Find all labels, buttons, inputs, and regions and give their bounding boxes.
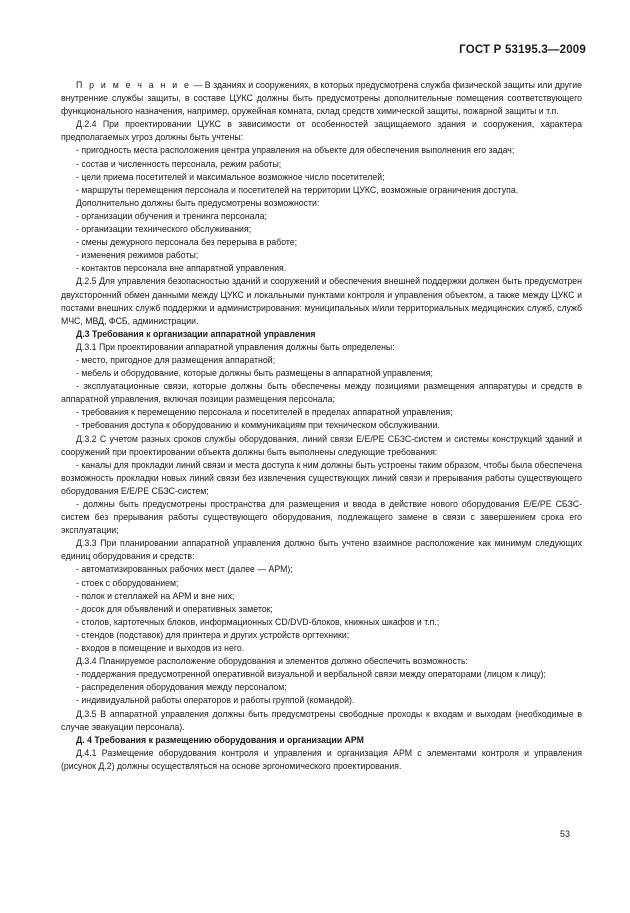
- paragraph: - изменения режимов работы;: [76, 250, 199, 261]
- page-number: 53: [560, 829, 571, 839]
- paragraph: - пригодность места расположения центра управления на объекте для обеспечения выполнения его задач;: [76, 145, 515, 156]
- paragraph: - полок и стеллажей на АРМ и вне них;: [76, 590, 235, 601]
- note-text: — В зданиях и сооружениях, в которых предусмотрена служба физической защиты или другие внутренние службы защиты, в составе ЦУКС должны быть предусмотрены дополнительные помещения соответствующего функционального назначения, например, оружейная комната, склад средств химической защиты, пожарной защиты и т.п.: [61, 80, 582, 117]
- paragraph: Д.3.5 В аппаратной управления должны быть предусмотрены свободные проходы к входам и выходам (необходимые в случае эвакуации персонала).: [61, 708, 582, 732]
- paragraph: - стоек с оборудованием;: [76, 577, 179, 588]
- paragraph: - поддержания предусмотренной оперативной визуальной и вербальной связи между операторами (лицом к лицу);: [76, 669, 546, 680]
- paragraph: - смены дежурного персонала без перерыва в работе;: [76, 237, 298, 248]
- paragraph: Д.4.1 Размещение оборудования контроля и управления и организация АРМ с элементами контроля и управления (рисунок Д.2) должны осуществляться на основе эргономического проектирования.: [61, 747, 582, 771]
- paragraph: - досок для объявлений и оперативных заметок;: [76, 603, 273, 614]
- paragraph: - стендов (подставок) для принтера и других устройств оргтехники;: [76, 629, 350, 640]
- paragraph: - индивидуальной работы операторов и работы группой (командой).: [76, 695, 355, 706]
- paragraph: - входов в помещение и выходов из него.: [76, 643, 245, 654]
- paragraph: - маршруты перемещения персонала и посетителей на территории ЦУКС, возможные ограничения доступа.: [76, 184, 519, 195]
- paragraph: - место, пригодное для размещения аппаратной;: [76, 354, 276, 365]
- paragraph: - требования к перемещению персонала и посетителей в пределах аппаратной управления;: [76, 407, 453, 418]
- paragraph: - каналы для прокладки линий связи и места доступа к ним должны быть устроены таким образом, чтобы была обеспечена возможность прокладки новых линий связи без извлечения существующих линий связи и прерывания работы существующего оборудования Е/Е/РЕ СБЗС-систем;: [61, 459, 582, 496]
- paragraph: Д.2.5 Для управления безопасностью зданий и сооружений и обеспечения внешней поддержки должен быть предусмотрен двухсторонний обмен данными между ЦУКС и локальными пунктами контроля и управления объектом, а также между ЦУКС и постами внешних служб поддержки и администрирования: муниципальных и/или территориальных медицинских служб, служб МЧС, МВД, ФСБ, администрации.: [61, 276, 582, 326]
- paragraph: Д.3.2 С учетом разных сроков службы оборудования, линий связи Е/Е/РЕ СБЗС-систем и системы конструкций зданий и сооружений при проектировании объекта должны быть выполнены следующие требования:: [61, 433, 582, 457]
- paragraph-list: [61, 118, 582, 773]
- paragraph: - распределения оборудования между персоналом;: [76, 682, 287, 693]
- paragraph: - столов, картотечных блоков, информационных CD/DVD-блоков, книжных шкафов и т.п.;: [76, 616, 440, 627]
- section-heading: Д.3 Требования к организации аппаратной управления: [76, 328, 316, 339]
- paragraph: - требования доступа к оборудованию и коммуникациям при техническом обслуживании.: [76, 420, 440, 431]
- paragraph: Д.3.1 При проектировании аппаратной управления должны быть определены:: [76, 341, 395, 352]
- paragraph: - состав и численность персонала, режим работы;: [76, 158, 282, 169]
- paragraph: - должны быть предусмотрены пространства для размещения и ввода в действие нового оборудования Е/Е/РЕ СБЗС-систем без прерывания работы существующего оборудования, подлежащего замене в связи с завершением срока его эксплуатации;: [61, 499, 582, 536]
- paragraph: Д.3.3 При планировании аппаратной управления должно быть учтено взаимное расположение как минимум следующих единиц оборудования и средств:: [61, 538, 582, 562]
- note-label: П р и м е ч а н и е: [76, 80, 192, 90]
- paragraph: - цели приема посетителей и максимальное возможное число посетителей;: [76, 171, 385, 182]
- section-heading: Д. 4 Требования к размещению оборудования и организации АРМ: [76, 734, 364, 745]
- paragraph: Дополнительно должны быть предусмотрены возможности:: [76, 197, 320, 208]
- note-paragraph: [61, 79, 582, 118]
- document-body: [61, 79, 582, 773]
- paragraph: - контактов персонала вне аппаратной управления.: [76, 263, 287, 274]
- paragraph: - автоматизированных рабочих мест (далее — АРМ);: [76, 564, 293, 575]
- paragraph: - организации технического обслуживания;: [76, 224, 252, 235]
- paragraph: - мебель и оборудование, которые должны быть размещены в аппаратной управления;: [76, 368, 433, 379]
- standard-header: ГОСТ Р 53195.3—2009: [459, 44, 586, 56]
- paragraph: Д.3.4 Планируемое расположение оборудования и элементов должно обеспечить возможность:: [76, 656, 468, 667]
- paragraph: - организации обучения и тренинга персонала;: [76, 210, 267, 221]
- paragraph: - эксплуатационные связи, которые должны быть обеспечены между позициями размещения аппаратуры и средств в аппаратной управления, включая позиции размещения персонала;: [61, 381, 582, 405]
- paragraph: Д.2.4 При проектировании ЦУКС в зависимости от особенностей защищаемого здания и сооружения, характера предполагаемых угроз должны быть учтены:: [61, 119, 582, 143]
